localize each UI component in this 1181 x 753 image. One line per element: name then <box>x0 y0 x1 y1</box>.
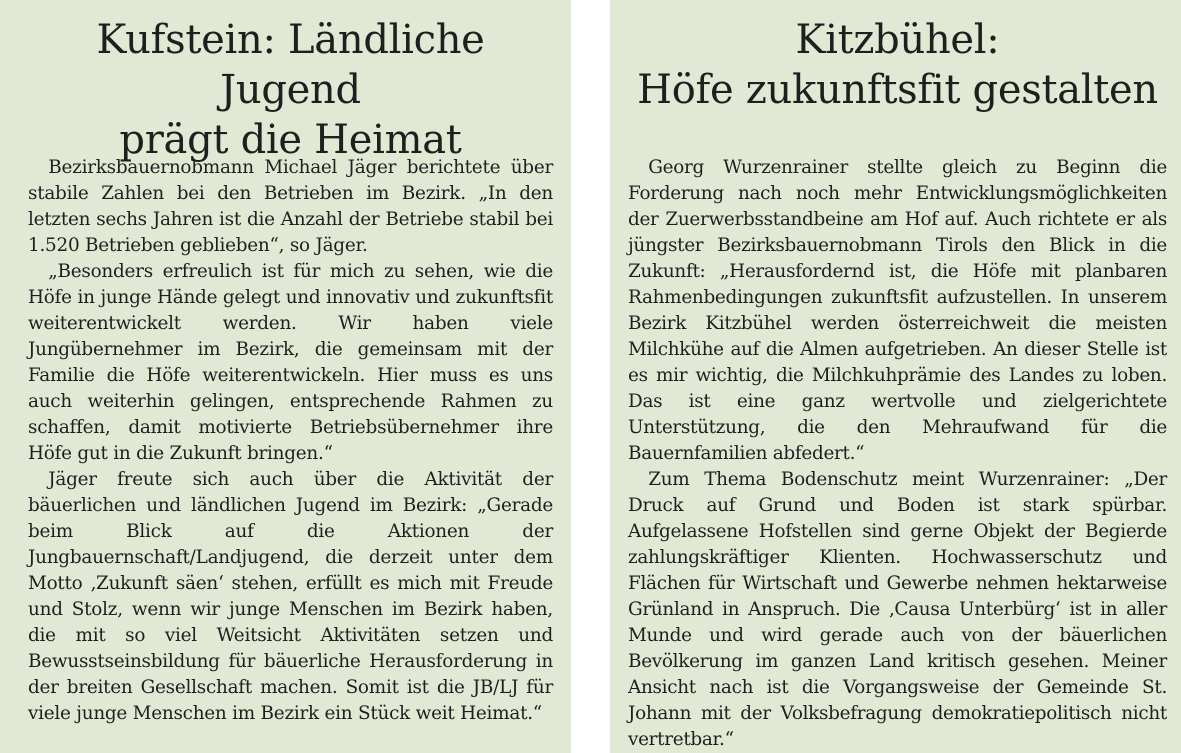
article-kufstein <box>0 0 571 753</box>
article-paragraph: „Besonders erfreulich ist für mich zu sehen, wie die Höfe in junge Hände gelegt und innovativ und zukunftsfit weiterentwickelt werden. Wir haben viele Jungübernehmer im Bezirk, die gemeinsam mit der Familie die Höfe weiterentwickeln. Hier muss es uns auch weiterhin gelingen, entsprechende Rahmen zu schaffen, damit motivierte Betriebsübernehmer ihre Höfe gut in die Zukunft bringen.“ <box>28 261 553 464</box>
headline-kitzbuehel-line1: Kitzbühel: <box>795 17 1000 63</box>
headline-kitzbuehel <box>628 0 1167 115</box>
article-kitzbuehel <box>610 0 1181 753</box>
headline-kufstein-line1: Kufstein: Ländliche Jugend <box>96 17 485 113</box>
headline-kufstein <box>28 0 553 163</box>
article-paragraph: Jäger freute sich auch über die Aktivität der bäuerlichen und ländlichen Jugend im Bezirk: „Gerade beim Blick auf die Aktionen der Jungbauernschaft/Landjugend, die derzeit unter dem Motto ‚Zukunft säen‘ stehen, erfüllt es mich mit Freude und Stolz, wenn wir junge Menschen im Bezirk haben, die mit so viel Weitsicht Aktivitäten setzen und Bewusstseinsbildung für bäuerliche Herausforderung in der breiten Gesellschaft machen. Somit ist die JB/LJ für viele junge Menschen im Bezirk ein Stück weit Heimat.“ <box>28 469 553 724</box>
headline-kitzbuehel-line2: Höfe zukunftsfit gestalten <box>637 67 1158 113</box>
article-kufstein-body <box>28 155 553 727</box>
headline-kufstein-line2: prägt die Heimat <box>119 117 462 163</box>
article-paragraph: Georg Wurzenrainer stellte gleich zu Beginn die Forderung nach noch mehr Entwicklungsmöglichkeiten der Zuerwerbsstandbeine am Hof auf. Auch richtete er als jüngster Bezirksbauernobmann Tirols den Blick in die Zukunft: „Herausfordernd ist, die Höfe mit planbaren Rahmenbedingungen zukunftsfit aufzustellen. In unserem Bezirk Kitzbühel werden österreichweit die meisten Milchkühe auf die Almen aufgetrieben. An dieser Stelle ist es mir wichtig, die Milchkuhprämie des Landes zu loben. Das ist eine ganz wertvolle und zielgerichtete Unterstützung, die den Mehraufwand für die Bauernfamilien abfedert.“ <box>628 157 1167 464</box>
article-paragraph: Bezirksbauernobmann Michael Jäger berichtete über stabile Zahlen bei den Betrieben im Bezirk. „In den letzten sechs Jahren ist die Anzahl der Betriebe stabil bei 1.520 Betrieben geblieben“, so Jäger. <box>28 157 553 256</box>
article-kitzbuehel-body <box>628 155 1167 753</box>
article-paragraph: Zum Thema Bodenschutz meint Wurzenrainer: „Der Druck auf Grund und Boden ist stark spürbar. Aufgelassene Hofstellen sind gerne Objekt der Begierde zahlungskräftiger Klienten. Hochwasserschutz und Flächen für Wirtschaft und Gewerbe nehmen hektarweise Grünland in Anspruch. Die ‚Causa Unterbürg‘ ist in aller Munde und wird gerade auch von der bäuerlichen Bevölkerung im ganzen Land kritisch gesehen. Meiner Ansicht nach ist die Vorgangsweise der Gemeinde St. Johann mit der Volksbefragung demokratiepolitisch nicht vertretbar.“ <box>628 469 1167 750</box>
